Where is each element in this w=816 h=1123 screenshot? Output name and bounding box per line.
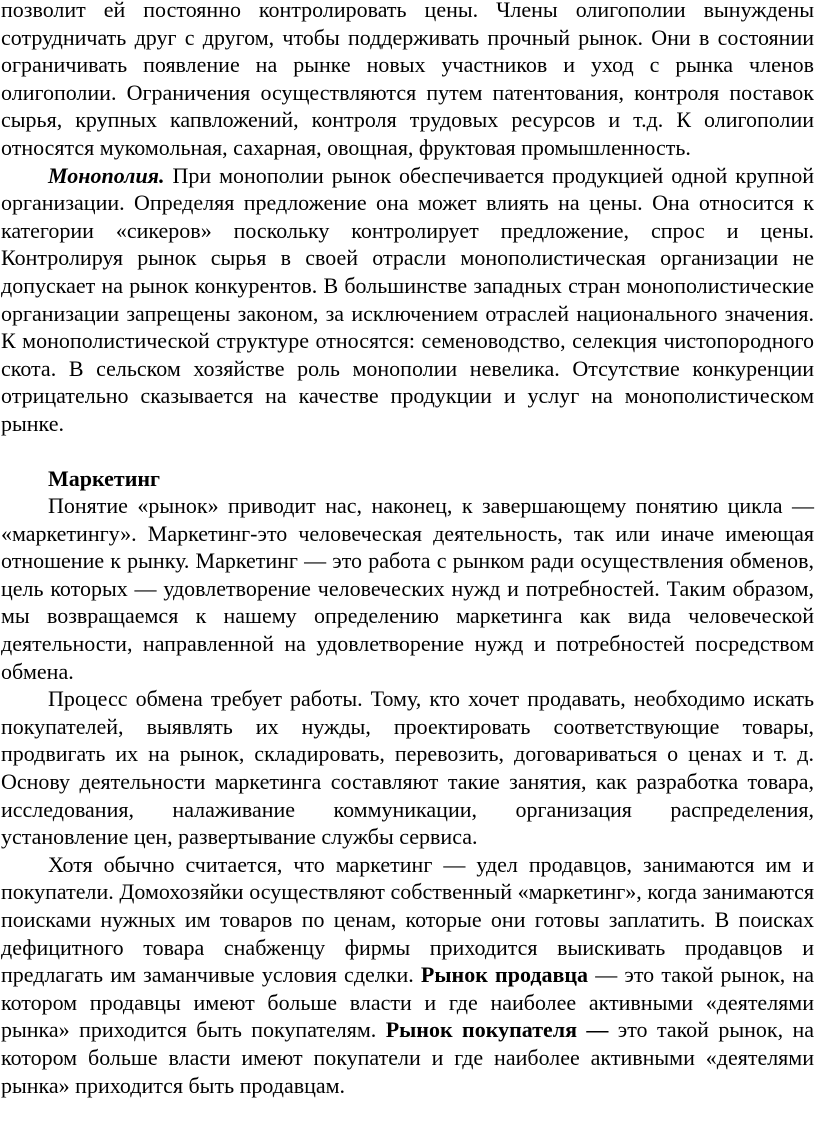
- market-types-text-2: — это такой рынок, на котором продавцы имеют больше власти и где наиболее активными «деятелями рынка» приходится быть покупателям.: [1, 962, 815, 1043]
- market-types-text-1: Хотя обычно считается, что маркетинг — удел продавцов, занимаются им и покупатели. Домохозяйки осуществляют собственный «маркетинг», когда занимаются поисками нужных им товаров по ценам, которые они готовы заплатить. В поисках дефицитного товара снабженцу фирмы приходится выискивать продавцов и предлагать им заманчивые условия сделки.: [1, 851, 814, 988]
- paragraph-marketing-definition: Понятие «рынок» приводит нас, наконец, к завершающему понятию цикла — «маркетингу». Маркетинг-это человеческая деятельность, так или иначе имеющая отношение к рынку. Маркетинг — это работа с рынком ради осуществления обменов, цель которых — удовлетворение человеческих нужд и потребностей. Таким образом, мы возвращаемся к нашему определению маркетинга как вида человеческой деятельности, направленной на удовлетворение нужд и потребностей посредством обмена.: [1, 493, 814, 684]
- section-heading-marketing: Маркетинг: [48, 465, 161, 491]
- term-monopoly: Монополия.: [48, 162, 165, 188]
- paragraph-exchange-process: Процесс обмена требует работы. Тому, кто хочет продавать, необходимо искать покупателей, выявлять их нужды, проектировать соответствующие товары, продвигать их на рынок, складировать, перевозить, договариваться о ценах и т. д. Основу деятельности маркетинга составляют такие занятия, как разработка товара, исследования, налаживание коммуникации, организация распределения, установление цен, развертывание службы сервиса.: [1, 686, 814, 850]
- term-seller-market: Рынок продавца: [420, 962, 589, 988]
- monopoly-text: При монополии рынок обеспечивается продукцией одной крупной организации. Определяя предложение она может влиять на цены. Она относится к категории «сикеров» поскольку контролирует предложение, спрос и цены. Контролируя рынок сырья в своей отрасли монополистическая организации не допускает на рынок конкурентов. В большинстве западных стран монополистические организации запрещены законом, за исключением отраслей национального значения. К монополистической структуре относятся: семеноводство, селекция чистопородного скота. В сельском хозяйстве роль монополии невелика. Отсутствие конкуренции отрицательно сказывается на качестве продукции и услуг на монополистическом рынке.: [1, 162, 814, 436]
- term-buyer-market: Рынок покупателя —: [385, 1017, 609, 1043]
- paragraph-oligopoly: позволит ей постоянно контролировать цены. Члены олигополии вынуждены сотрудничать друг с другом, чтобы поддерживать прочный рынок. Они в состоянии ограничивать появление на рынке новых участников и уход с рынка членов олигополии. Ограничения осуществляются путем патентования, контроля поставок сырья, крупных капвложений, контроля трудовых ресурсов и т.д. К олигополии относятся мукомольная, сахарная, овощная, фруктовая промышленность.: [1, 0, 814, 160]
- market-types-text-3: это такой рынок, на котором больше власти имеют покупатели и где наиболее активными «деятелями рынка» приходится быть продавцам.: [1, 1017, 815, 1098]
- paragraph-market-types: [1, 851, 814, 1099]
- paragraph-monopoly: [1, 162, 814, 438]
